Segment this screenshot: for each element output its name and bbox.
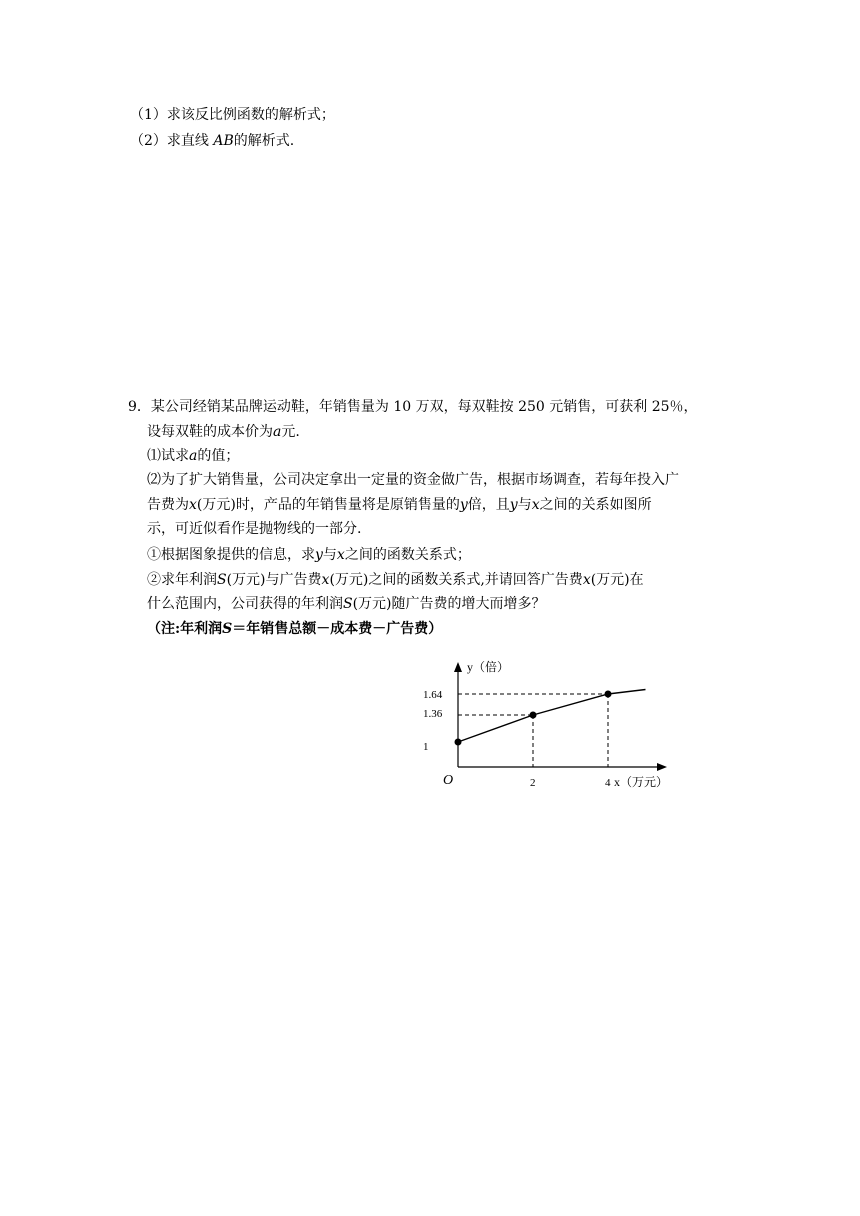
problem9-line2	[147, 422, 300, 442]
var-y: y	[509, 497, 518, 513]
data-point	[455, 739, 462, 746]
y-tick-layer	[423, 689, 443, 753]
item2-var: AB	[213, 133, 234, 149]
var-y: y	[459, 497, 468, 513]
p2-c: 倍，且	[467, 497, 510, 513]
p2-e: 之间的关系如图所	[539, 497, 652, 513]
x-tick-layer	[530, 777, 611, 789]
question-item-1: （1）求该反比例函数的解析式；	[130, 107, 335, 123]
y-tick-label: 1.64	[423, 689, 443, 701]
x-tick-label: 4	[605, 777, 611, 789]
sub2-b: (万元)与广告费	[226, 572, 322, 588]
sub2-c: (万元)之间的函数关系式,并请回答广告费	[329, 572, 583, 588]
note-a: （注:年利润	[147, 621, 223, 637]
y-axis-label: y（倍）	[467, 660, 510, 674]
var-x: x	[531, 497, 540, 513]
problem9-text1: 某公司经销某品牌运动鞋，年销售量为 10 万双，每双鞋按 250 元销售，可获利 25％，	[150, 399, 698, 415]
x-tick-label: 2	[530, 777, 536, 789]
line2-prefix: 设每双鞋的成本价为	[147, 424, 273, 440]
part2-line2	[147, 495, 652, 515]
line2-suffix: 元.	[281, 424, 300, 440]
data-point	[530, 712, 537, 719]
p2-b: (万元)时，产品的年销售量将是原销售量的	[196, 497, 460, 513]
data-point	[605, 691, 612, 698]
p2-d: 与	[517, 497, 532, 513]
dashed-guides	[458, 694, 608, 767]
item2-prefix: （2）求直线	[130, 133, 214, 149]
curve-layer	[458, 690, 646, 743]
note	[147, 619, 442, 639]
var-y: y	[315, 547, 323, 563]
sub2-line2	[147, 594, 546, 614]
p2-a: 告费为	[147, 497, 189, 513]
part1-prefix: ⑴试求	[147, 448, 189, 464]
question-item-2	[130, 131, 294, 151]
y-tick-label: 1.36	[423, 708, 443, 720]
part2-line1: ⑵为了扩大销售量，公司决定拿出一定量的资金做广告，根据市场调查，若每年投入广	[147, 472, 679, 488]
sub2-e: 什么范围内，公司获得的年利润	[147, 596, 343, 612]
sub1	[147, 545, 471, 565]
var-x: x	[336, 547, 345, 563]
x-axis-label: x（万元）	[614, 775, 669, 789]
sub1-suffix: 之间的函数关系式；	[344, 547, 471, 563]
sub2-line1	[147, 570, 644, 590]
part1	[147, 446, 239, 466]
y-tick-label: 1	[423, 741, 429, 753]
sub2-a: ②求年利润	[147, 572, 217, 588]
item2-suffix: 的解析式.	[233, 133, 295, 149]
sub2-f: (万元)随广告费的增大而增多？	[352, 596, 546, 612]
var-a: a	[273, 424, 282, 440]
part1-suffix: 的值；	[197, 448, 240, 464]
var-a: a	[189, 448, 198, 464]
sub1-prefix: ①根据图象提供的信息，求	[147, 547, 315, 563]
var-S: S	[217, 572, 227, 588]
curve-line	[458, 690, 646, 743]
origin-label: O	[443, 773, 454, 788]
x-axis-arrow	[657, 763, 667, 771]
var-x: x	[582, 572, 591, 588]
function-graph	[415, 650, 675, 790]
sub2-d: (万元)在	[590, 572, 644, 588]
problem9-number: 9．	[128, 399, 151, 415]
var-S: S	[343, 596, 353, 612]
sub1-mid: 与	[322, 547, 337, 563]
var-S: S	[222, 621, 233, 637]
y-axis-arrow	[454, 662, 462, 672]
problem9-line1	[128, 397, 698, 417]
note-b: ＝年销售总额－成本费－广告费）	[232, 621, 443, 637]
var-x: x	[189, 497, 197, 513]
part2-line3: 示，可近似看作是抛物线的一部分.	[147, 521, 362, 537]
var-x: x	[321, 572, 330, 588]
